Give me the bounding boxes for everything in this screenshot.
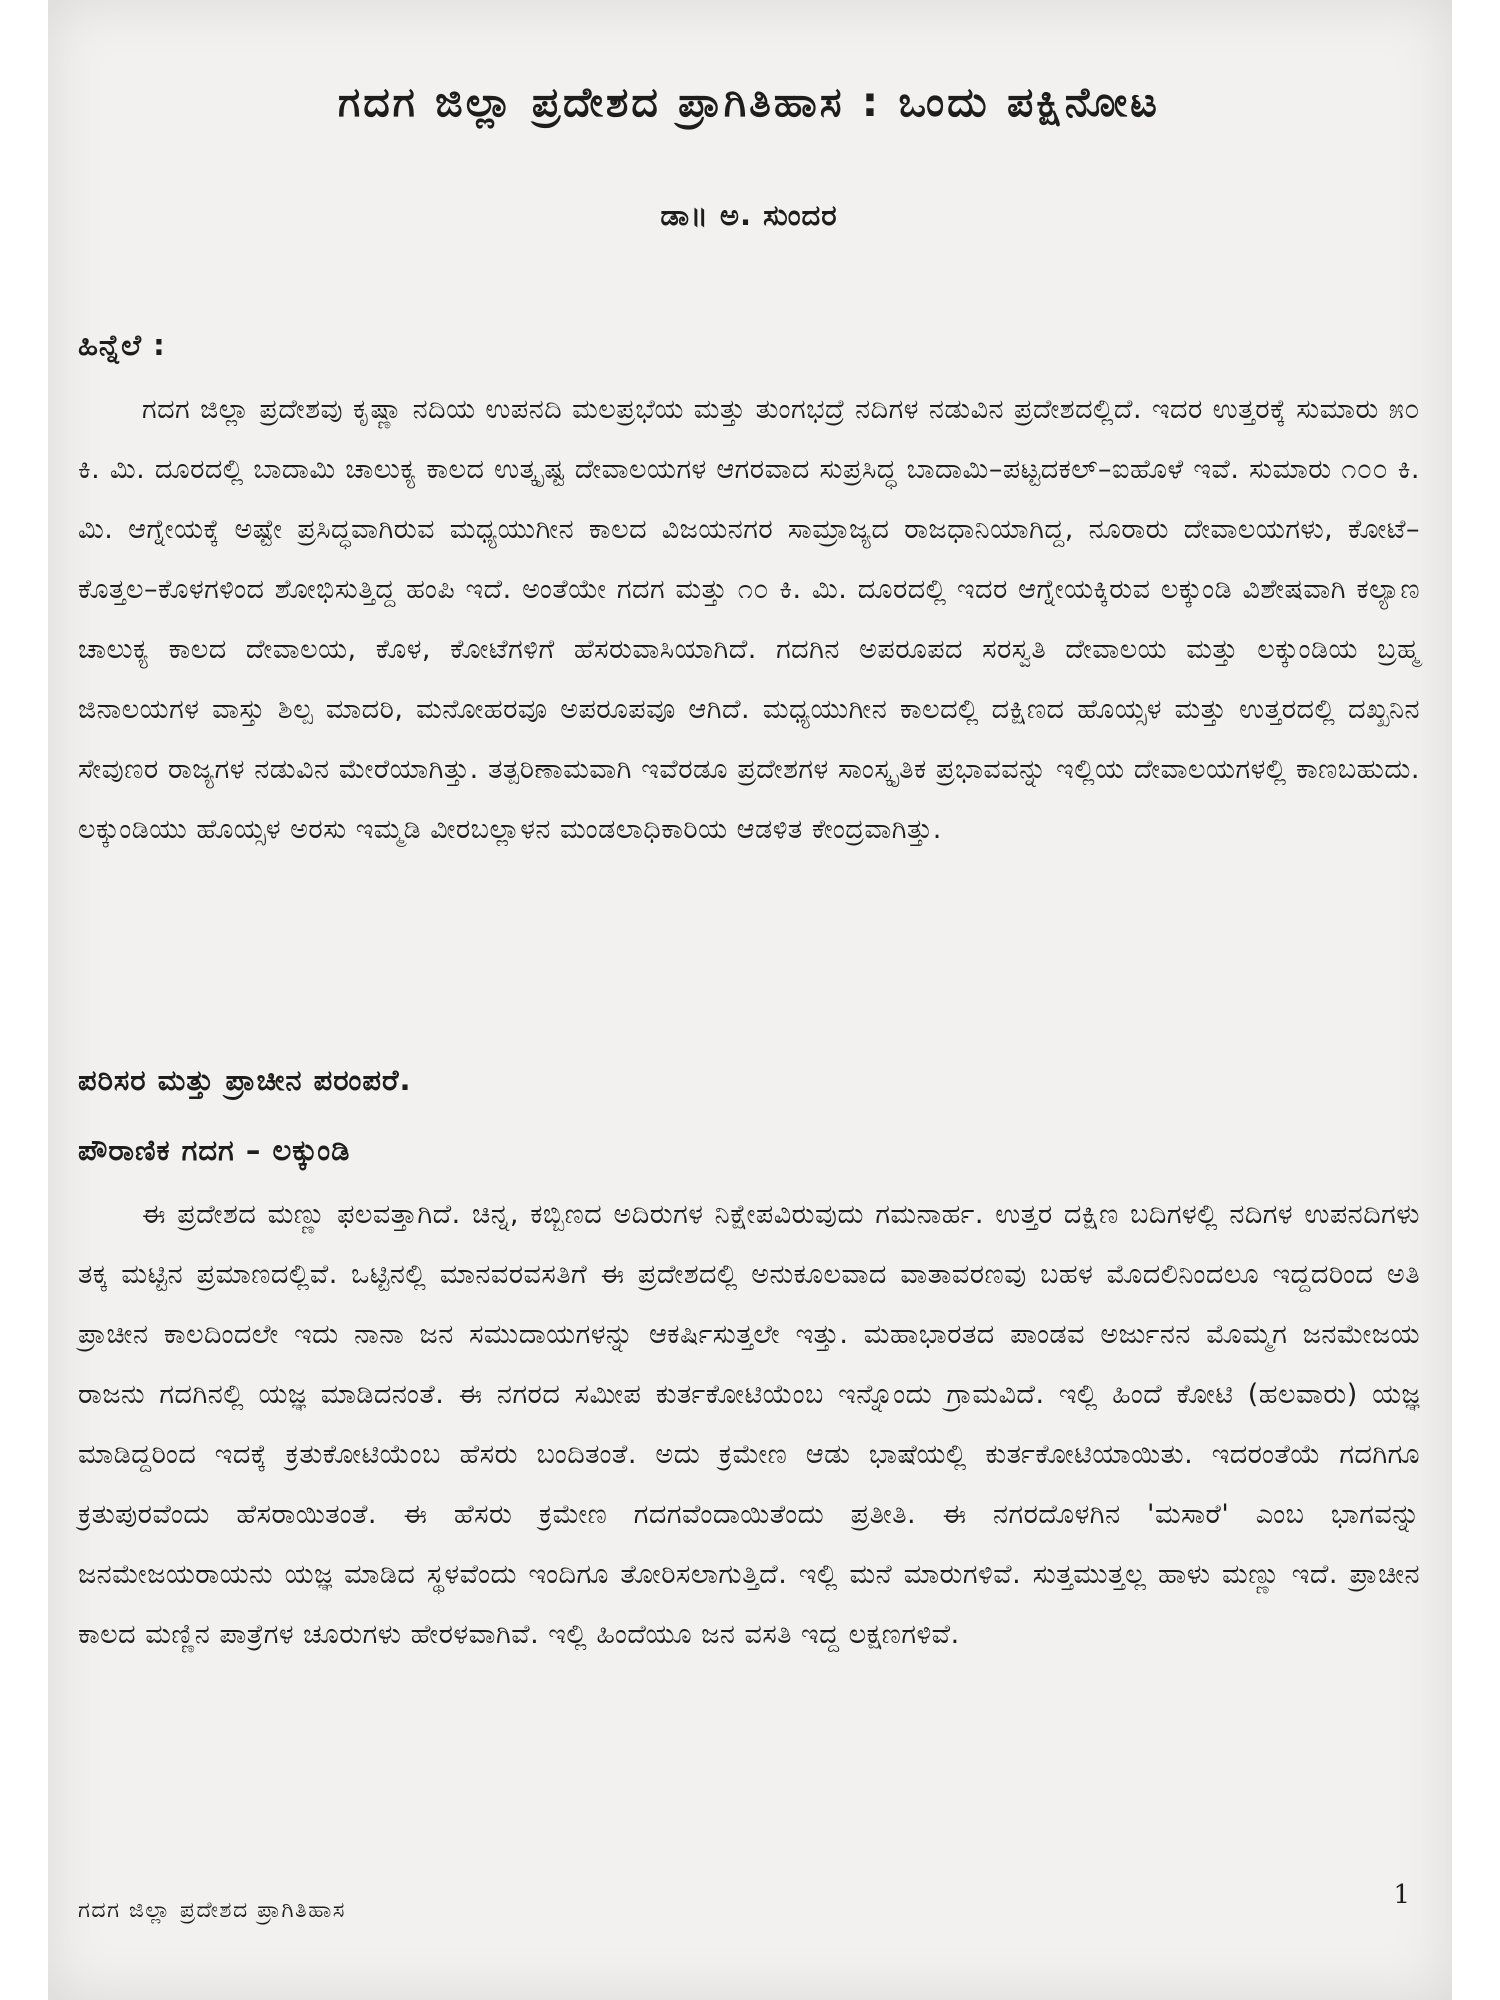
paragraph-background: ಗದಗ ಜಿಲ್ಲಾ ಪ್ರದೇಶವು ಕೃಷ್ಣಾ ನದಿಯ ಉಪನದಿ ಮಲಪ್ರಭೆಯ ಮತ್ತು ತುಂಗಭದ್ರೆ ನದಿಗಳ ನಡುವಿನ ಪ್ರದೇಶದಲ್ಲಿದೆ. ಇದರ ಉತ್ತರಕ್ಕೆ ಸುಮಾರು ೫೦ ಕಿ. ಮಿ. ದೂರದಲ್ಲಿ ಬಾದಾಮಿ ಚಾಲುಕ್ಯ ಕಾಲದ ಉತ್ಕೃಷ್ಟ ದೇವಾಲಯಗಳ ಆಗರವಾದ ಸುಪ್ರಸಿದ್ಧ ಬಾದಾಮಿ–ಪಟ್ಟದಕಲ್–ಐಹೊಳೆ ಇವೆ. ಸುಮಾರು ೧೦೦ ಕಿ. ಮಿ. ಆಗ್ನೇಯಕ್ಕೆ ಅಷ್ಟೇ ಪ್ರಸಿದ್ಧವಾಗಿರುವ ಮಧ್ಯಯುಗೀನ ಕಾಲದ ವಿಜಯನಗರ ಸಾಮ್ರಾಜ್ಯದ ರಾಜಧಾನಿಯಾಗಿದ್ದ, ನೂರಾರು ದೇವಾಲಯಗಳು, ಕೋಟೆ–ಕೊತ್ತಲ–ಕೊಳಗಳಿಂದ ಶೋಭಿಸುತ್ತಿದ್ದ ಹಂಪಿ ಇದೆ. ಅಂತೆಯೇ ಗದಗ ಮತ್ತು ೧೦ ಕಿ. ಮಿ. ದೂರದಲ್ಲಿ ಇದರ ಆಗ್ನೇಯಕ್ಕಿರುವ ಲಕ್ಕುಂಡಿ ವಿಶೇಷವಾಗಿ ಕಲ್ಯಾಣ ಚಾಲುಕ್ಯ ಕಾಲದ ದೇವಾಲಯ, ಕೊಳ, ಕೋಟೆಗಳಿಗೆ ಹೆಸರುವಾಸಿಯಾಗಿದೆ. ಗದಗಿನ ಅಪರೂಪದ ಸರಸ್ವತಿ ದೇವಾಲಯ ಮತ್ತು ಲಕ್ಕುಂಡಿಯ ಬ್ರಹ್ಮ ಜಿನಾಲಯಗಳ ವಾಸ್ತು ಶಿಲ್ಪ ಮಾದರಿ, ಮನೋಹರವೂ ಅಪರೂಪವೂ ಆಗಿದೆ. ಮಧ್ಯಯುಗೀನ ಕಾಲದಲ್ಲಿ ದಕ್ಷಿಣದ ಹೊಯ್ಸಳ ಮತ್ತು ಉತ್ತರದಲ್ಲಿ ದಖ್ಖನಿನ ಸೇವುಣರ ರಾಜ್ಯಗಳ ನಡುವಿನ ಮೇರೆಯಾಗಿತ್ತು. ತತ್ಪರಿಣಾಮವಾಗಿ ಇವೆರಡೂ ಪ್ರದೇಶಗಳ ಸಾಂಸ್ಕೃತಿಕ ಪ್ರಭಾವವನ್ನು ಇಲ್ಲಿಯ ದೇವಾಲಯಗಳಲ್ಲಿ ಕಾಣಬಹುದು. ಲಕ್ಕುಂಡಿಯು ಹೊಯ್ಸಳ ಅರಸು ಇಮ್ಮಡಿ ವೀರಬಲ್ಲಾಳನ ಮಂಡಲಾಧಿಕಾರಿಯ ಆಡಳಿತ ಕೇಂದ್ರವಾಗಿತ್ತು. [78,394,1420,845]
section-heading-environment: ಪರಿಸರ ಮತ್ತು ಪ್ರಾಚೀನ ಪರಂಪರೆ. [78,1063,412,1097]
article-title: ಗದಗ ಜಿಲ್ಲಾ ಪ್ರದೇಶದ ಪ್ರಾಗಿತಿಹಾಸ : ಒಂದು ಪಕ್ಷಿನೋಟ [338,78,1160,126]
section-heading-mythological: ಪೌರಾಣಿಕ ಗದಗ – ಲಕ್ಕುಂಡಿ [78,1133,351,1167]
running-footer-title: ಗದಗ ಜಿಲ್ಲಾ ಪ್ರದೇಶದ ಪ್ರಾಗಿತಿಹಾಸ [78,1898,346,1923]
document-page [48,0,1452,2000]
author-name: ಡಾ॥ ಅ. ಸುಂದರ [660,198,838,232]
section-heading-background: ಹಿನ್ನೆಲೆ : [78,328,166,362]
page-number: 1 [1393,1880,1410,1910]
paragraph-mythological: ಈ ಪ್ರದೇಶದ ಮಣ್ಣು ಫಲವತ್ತಾಗಿದೆ. ಚಿನ್ನ, ಕಬ್ಬಿಣದ ಅದಿರುಗಳ ನಿಕ್ಷೇಪವಿರುವುದು ಗಮನಾರ್ಹ. ಉತ್ತರ ದಕ್ಷಿಣ ಬದಿಗಳಲ್ಲಿ ನದಿಗಳ ಉಪನದಿಗಳು ತಕ್ಕ ಮಟ್ಟಿನ ಪ್ರಮಾಣದಲ್ಲಿವೆ. ಒಟ್ಟಿನಲ್ಲಿ ಮಾನವರವಸತಿಗೆ ಈ ಪ್ರದೇಶದಲ್ಲಿ ಅನುಕೂಲವಾದ ವಾತಾವರಣವು ಬಹಳ ಮೊದಲಿನಿಂದಲೂ ಇದ್ದದರಿಂದ ಅತಿ ಪ್ರಾಚೀನ ಕಾಲದಿಂದಲೇ ಇದು ನಾನಾ ಜನ ಸಮುದಾಯಗಳನ್ನು ಆಕರ್ಷಿಸುತ್ತಲೇ ಇತ್ತು. ಮಹಾಭಾರತದ ಪಾಂಡವ ಅರ್ಜುನನ ಮೊಮ್ಮಗ ಜನಮೇಜಯ ರಾಜನು ಗದಗಿನಲ್ಲಿ ಯಜ್ಞ ಮಾಡಿದನಂತೆ. ಈ ನಗರದ ಸಮೀಪ ಕುರ್ತಕೋಟಿಯೆಂಬ ಇನ್ನೊಂದು ಗ್ರಾಮವಿದೆ. ಇಲ್ಲಿ ಹಿಂದೆ ಕೋಟಿ (ಹಲವಾರು) ಯಜ್ಞ ಮಾಡಿದ್ದರಿಂದ ಇದಕ್ಕೆ ಕ್ರತುಕೋಟಿಯೆಂಬ ಹೆಸರು ಬಂದಿತಂತೆ. ಅದು ಕ್ರಮೇಣ ಆಡು ಭಾಷೆಯಲ್ಲಿ ಕುರ್ತಕೋಟಿಯಾಯಿತು. ಇದರಂತೆಯೆ ಗದಗಿಗೂ ಕ್ರತುಪುರವೆಂದು ಹೆಸರಾಯಿತಂತೆ. ಈ ಹೆಸರು ಕ್ರಮೇಣ ಗದಗವೆಂದಾಯಿತೆಂದು ಪ್ರತೀತಿ. ಈ ನಗರದೊಳಗಿನ 'ಮಸಾರೆ' ಎಂಬ ಭಾಗವನ್ನು ಜನಮೇಜಯರಾಯನು ಯಜ್ಞ ಮಾಡಿದ ಸ್ಥಳವೆಂದು ಇಂದಿಗೂ ತೋರಿಸಲಾಗುತ್ತಿದೆ. ಇಲ್ಲಿ ಮನೆ ಮಾರುಗಳಿವೆ. ಸುತ್ತಮುತ್ತಲ್ಲ ಹಾಳು ಮಣ್ಣು ಇದೆ. ಪ್ರಾಚೀನ ಕಾಲದ ಮಣ್ಣಿನ ಪಾತ್ರೆಗಳ ಚೂರುಗಳು ಹೇರಳವಾಗಿವೆ. ಇಲ್ಲಿ ಹಿಂದೆಯೂ ಜನ ವಸತಿ ಇದ್ದ ಲಕ್ಷಣಗಳಿವೆ. [78,1199,1420,1650]
